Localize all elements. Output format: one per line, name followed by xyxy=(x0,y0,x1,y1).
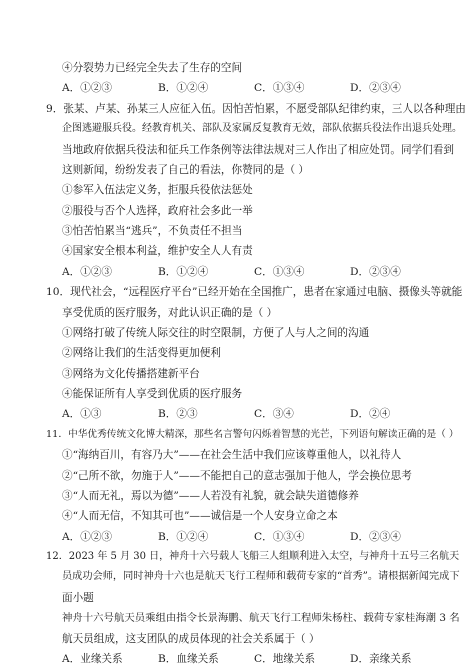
top-option-b: B．①②④ xyxy=(158,82,209,94)
q11-item-2: ②“己所不欲，勿施于人”——不能把自己的意志强加于他人，学会换位思考 xyxy=(62,470,412,482)
q11-item-3: ③“人而无礼，焉以为德”——人若没有礼貌，就会缺失道德修养 xyxy=(62,490,359,502)
q12-sub-line-1: 神舟十六号航天员乘组由指令长景海鹏、航天飞行工程师朱杨柱、载荷专家桂海潮 3 名 xyxy=(62,612,460,624)
q11-stem-line-1: 11．中华优秀传统文化博大精深，那些名言警句闪烁着智慧的光芒，下列语句解读正确的是（ ） xyxy=(46,429,459,440)
q9-options xyxy=(0,265,474,279)
top-option-a: A．①②③ xyxy=(62,82,113,94)
q9-option-b: B．①②④ xyxy=(158,266,209,278)
q10-item-2: ②网络让我们的生活变得更加便利 xyxy=(62,347,221,359)
top-options xyxy=(0,81,474,95)
q12-stem-line-2: 员成功会师，同时神舟十六也是航天飞行工程师和载荷专家的“首秀”。请根据新闻完成下 xyxy=(62,571,460,582)
top-option-c: C．①③④ xyxy=(254,82,305,94)
q9-option-c: C．①③④ xyxy=(254,266,305,278)
q10-option-a: A．①③ xyxy=(62,408,102,420)
q10-option-d: D．②④ xyxy=(350,408,391,420)
q9-item-2: ②服役与否个人选择，政府社会多此一举 xyxy=(62,205,253,217)
top-option-d: D．②③④ xyxy=(350,82,401,94)
q11-options xyxy=(0,530,474,544)
q10-item-3: ③网络为文化传播搭建新平台 xyxy=(62,368,200,380)
q9-stem-line-2: 企图逃避服兵役。经教育机关、部队及家属反复教育无效，部队依据兵役法作出退兵处理。 xyxy=(62,123,462,134)
q9-option-d: D．②③④ xyxy=(350,266,401,278)
q10-stem-line-1: 10．现代社会，“远程医疗平台”已经开始在全国推广，患者在家通过电脑、摄像头等就能 xyxy=(46,286,463,298)
q10-item-4: ④能保证所有人享受到优质的医疗服务 xyxy=(62,388,243,400)
q10-item-1: ①网络打破了传统人际交往的时空限制，方便了人与人之间的沟通 xyxy=(62,327,370,339)
q12-option-c: C．地缘关系 xyxy=(254,653,316,665)
q12-options xyxy=(0,652,474,666)
q12-option-b: B．血缘关系 xyxy=(158,653,219,665)
q12-option-d: D．亲缘关系 xyxy=(350,653,412,665)
q9-option-a: A．①②③ xyxy=(62,266,113,278)
q9-item-4: ④国家安全根本利益，维护安全人人有责 xyxy=(62,245,253,257)
q11-option-d: D．②③④ xyxy=(350,531,401,543)
q12-stem-line-1: 12．2023 年 5 月 30 日，神舟十六号载人飞船三人组顺利进入太空，与神舟十五号三名航天 xyxy=(46,551,460,562)
q11-item-4: ④“人而无信，不知其可也”——诚信是一个人安身立命之本 xyxy=(62,510,338,522)
q9-item-1: ①参军入伍法定义务，拒服兵役依法惩处 xyxy=(62,184,253,196)
q11-option-c: C．①③④ xyxy=(254,531,305,543)
q10-option-b: B．②③ xyxy=(158,408,198,420)
q12-stem-line-3: 面小题 xyxy=(62,592,94,604)
q11-item-1: ①“海纳百川，有容乃大”——在社会生活中我们应该尊重他人，以礼待人 xyxy=(62,449,402,461)
q11-option-a: A．①②③ xyxy=(62,531,113,543)
q12-option-a: A．业缘关系 xyxy=(62,653,123,665)
q10-stem-line-2: 享受优质的医疗服务，对此认识正确的是（ ） xyxy=(62,307,278,319)
q11-option-b: B．①②④ xyxy=(158,531,209,543)
q10-option-c: C．③④ xyxy=(254,408,294,420)
q9-stem-line-3: 当地政府依据兵役法和征兵工作条例等法律法规对三人作出了相应处罚。同学们看到 xyxy=(62,144,454,156)
q9-stem-line-1: 9．张某、卢某、孙某三人应征入伍。因怕苦怕累，不愿受部队纪律约束，三人以各种理由 xyxy=(46,103,466,115)
q9-item-3: ③怕苦怕累当“逃兵”，不负责任不担当 xyxy=(62,225,243,237)
top-item-4: ④分裂势力已经完全失去了生存的空间 xyxy=(62,62,243,74)
q12-sub-line-2: 航天员组成，这支团队的成员体现的社会关系属于（ ） xyxy=(62,633,320,645)
q9-stem-line-4: 这则新闻，纷纷发表了自己的看法，你赞同的是（ ） xyxy=(62,164,310,176)
q10-options xyxy=(0,407,474,421)
